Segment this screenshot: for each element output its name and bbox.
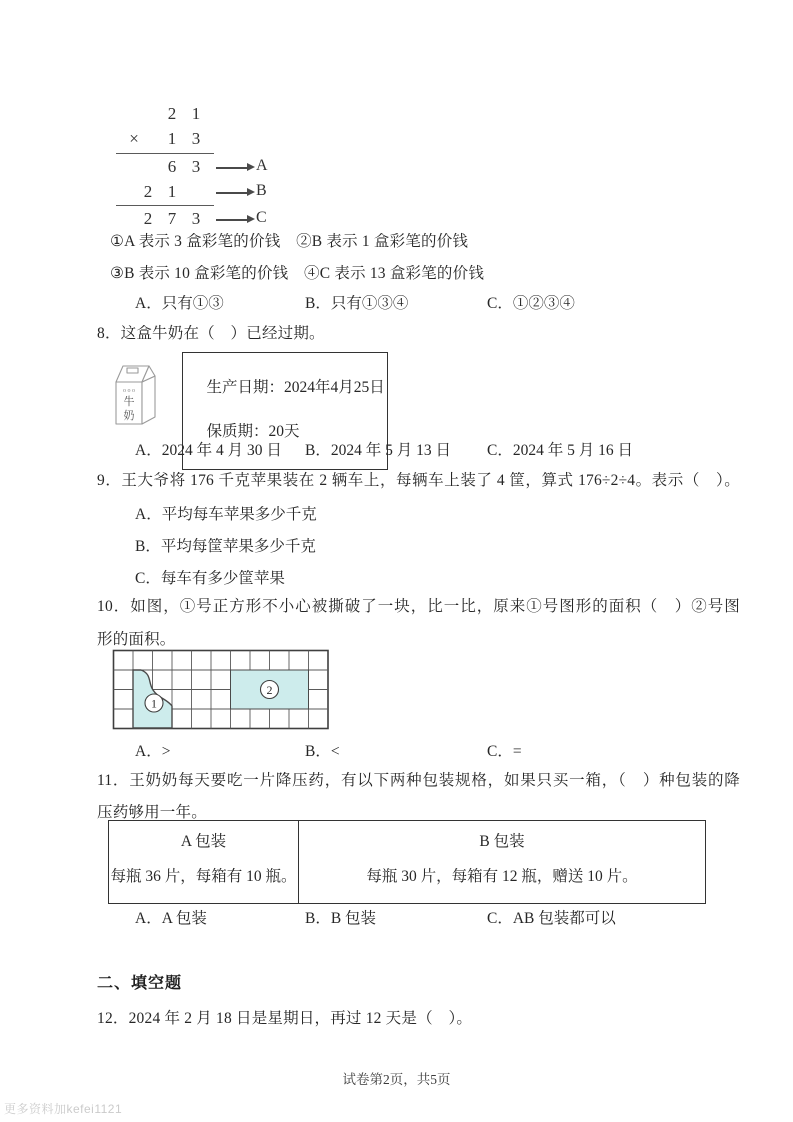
mult-digit: 1 (167, 182, 177, 201)
q7-option-b: B．只有①③④ (305, 295, 409, 312)
packaging-table (108, 820, 706, 904)
q9-text: 9．王大爷将 176 千克苹果装在 2 辆车上，每辆车上装了 4 筐，算式 176÷2÷4。表示（ ）。 (97, 472, 740, 489)
package-b-cell (299, 821, 705, 903)
mult-digit: 3 (191, 157, 201, 176)
grid-figure (112, 649, 331, 732)
q8-option-a: A．2024 年 4 月 30 日 (135, 442, 282, 459)
q10-option-a: A．> (135, 743, 171, 760)
mult-digit: 7 (167, 209, 177, 228)
q9-option-c: C．每车有多少筐苹果 (135, 570, 285, 587)
mult-digit: 2 (143, 209, 153, 228)
mult-rule-line (116, 205, 214, 206)
mult-digit: 1 (191, 104, 201, 123)
q7-option-c: C．①②③④ (487, 295, 575, 312)
q11-text-line2: 压药够用一年。 (97, 804, 207, 821)
arrow-icon (216, 192, 248, 194)
mult-label-a: A (256, 157, 268, 174)
q10-text-line2: 形的面积。 (97, 631, 176, 648)
milk-deco-dots: o o o (123, 388, 135, 394)
arrow-icon (216, 167, 248, 169)
mult-label-b: B (256, 182, 267, 199)
mult-digit: 2 (167, 104, 177, 123)
production-date: 生产日期：2024年4月25日 (206, 379, 385, 396)
times-sign: × (129, 129, 139, 148)
mult-digit: 2 (143, 182, 153, 201)
q8-option-b: B．2024 年 5 月 13 日 (305, 442, 451, 459)
q10-option-b: B．< (305, 743, 340, 760)
q9-option-b: B．平均每筐苹果多少千克 (135, 538, 316, 555)
q8-option-c: C．2024 年 5 月 16 日 (487, 442, 633, 459)
q7-option-a: A．只有①③ (135, 295, 224, 312)
shelf-life: 保质期：20天 (206, 423, 300, 440)
q10-text-line1: 10．如图，①号正方形不小心被撕破了一块，比一比，原来①号图形的面积（ ）②号图 (97, 598, 740, 615)
milk-label-top: 牛 (123, 396, 135, 408)
q11-option-a: A．A 包装 (135, 910, 207, 927)
package-b-title: B 包装 (479, 833, 525, 850)
mult-digit: 6 (167, 157, 177, 176)
q11-text-line1: 11．王奶奶每天要吃一片降压药，有以下两种包装规格，如果只买一箱，（ ）种包装的降 (97, 772, 740, 789)
q7-statement-line1: ①A 表示 3 盒彩笔的价钱 ②B 表示 1 盒彩笔的价钱 (110, 233, 469, 250)
multiplication-figure (114, 100, 404, 234)
watermark: 更多资料加kefei1121 (4, 1102, 123, 1116)
q7-statement-line2: ③B 表示 10 盒彩笔的价钱 ④C 表示 13 盒彩笔的价钱 (110, 265, 485, 282)
package-a-title: A 包装 (180, 833, 227, 850)
section-2-heading: 二、填空题 (97, 975, 183, 992)
q11-option-c: C．AB 包装都可以 (487, 910, 616, 927)
mult-digit: 3 (191, 209, 201, 228)
page-footer: 试卷第2页，共5页 (342, 1072, 451, 1087)
q9-option-a: A．平均每车苹果多少千克 (135, 506, 317, 523)
q11-option-b: B．B 包装 (305, 910, 377, 927)
shape2-number: 2 (266, 683, 273, 697)
arrow-icon (216, 219, 248, 221)
milk-label-bottom: 奶 (123, 410, 135, 422)
mult-label-c: C (256, 209, 267, 226)
package-a-desc: 每瓶 36 片，每箱有 10 瓶。 (110, 868, 297, 885)
milk-carton-illustration (102, 356, 172, 430)
mult-digit: 1 (167, 129, 177, 148)
mult-digit: 3 (191, 129, 201, 148)
shape1-number: 1 (151, 696, 157, 711)
q12-text: 12．2024 年 2 月 18 日是星期日，再过 12 天是（ ）。 (97, 1010, 473, 1027)
package-a-cell (109, 821, 299, 903)
q8-text: 8．这盒牛奶在（ ）已经过期。 (97, 325, 325, 342)
package-b-desc: 每瓶 30 片，每箱有 12 瓶，赠送 10 片。 (366, 868, 638, 885)
mult-rule-line (116, 153, 214, 154)
q10-option-c: C．= (487, 743, 522, 760)
